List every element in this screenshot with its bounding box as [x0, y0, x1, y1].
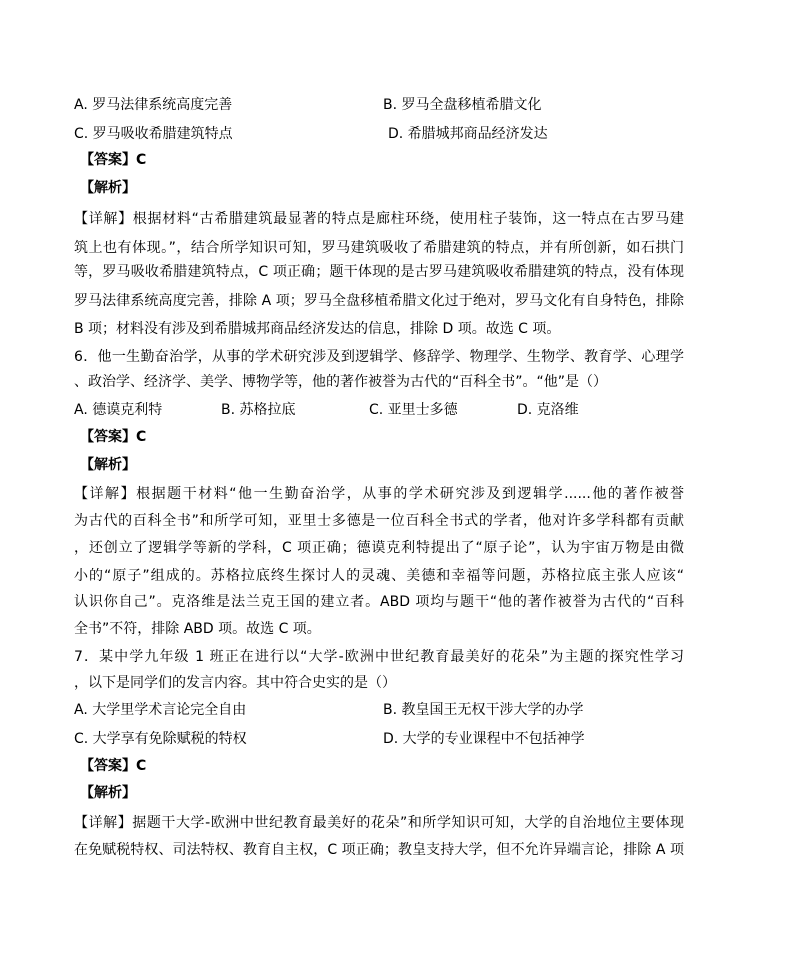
q6-option-b: B. 苏格拉底: [221, 402, 296, 418]
q6-detail-line: 全书”不符，排除 ABD 项。故选 C 项。: [74, 621, 321, 637]
q5-detail-line: 等，罗马吸收希腊建筑特点，C 项正确；题干体现的是古罗马建筑吸收希腊建筑的特点，没有体现: [74, 264, 684, 280]
q6-detail-line: 为古代的百科全书”和所学可知，亚里士多德是一位百科全书式的学者，他对许多学科都有贡献: [74, 513, 684, 529]
q5-option-d: D. 希腊城邦商品经济发达: [388, 126, 548, 142]
q6-detail-line: ，还创立了逻辑学等新的学科，C 项正确；德谟克利特提出了“原子论”，认为宇宙万物是由微: [74, 540, 684, 556]
q7-option-d: D. 大学的专业课程中不包括神学: [383, 731, 585, 747]
q7-option-c: C. 大学享有免除赋税的特权: [74, 731, 247, 747]
q6-detail-line: 小的“原子”组成的。苏格拉底终生探讨人的灵魂、美德和幸福等问题，苏格拉底主张人应该“: [74, 568, 684, 584]
q5-option-a: A. 罗马法律系统高度完善: [74, 97, 233, 113]
q6-option-c: C. 亚里士多德: [369, 402, 458, 418]
q7-stem-line: 7．某中学九年级 1 班正在进行以“大学-欧洲中世纪教育最美好的花朵”为主题的探究性学习: [74, 649, 684, 665]
q6-stem-line: 、政治学、经济学、美学、博物学等，他的著作被誉为古代的“百科全书”。“他”是（）: [74, 374, 608, 390]
q7-detail-line: 【详解】据题干大学-欧洲中世纪教育最美好的花朵”和所学知识可知，大学的自治地位主要体现: [74, 815, 684, 831]
q5-detail-line: B 项；材料没有涉及到希腊城邦商品经济发达的信息，排除 D 项。故选 C 项。: [74, 321, 561, 337]
q5-detail-line: 【详解】根据材料“古希腊建筑最显著的特点是廊柱环绕，使用柱子装饰，这一特点在古罗马建: [74, 211, 684, 227]
q6-stem-line: 6．他一生勤奋治学，从事的学术研究涉及到逻辑学、修辞学、物理学、生物学、教育学、心理学: [74, 349, 684, 365]
q7-detail-line: 在免赋税特权、司法特权、教育自主权，C 项正确；教皇支持大学，但不允许异端言论，排除 A 项: [74, 842, 684, 858]
q5-analysis-label: 【解析】: [80, 180, 136, 196]
q5-option-c: C. 罗马吸收希腊建筑特点: [74, 126, 233, 142]
q6-detail-line: 认识你自己”。克洛维是法兰克王国的建立者。ABD 项均与题干“他的著作被誉为古代的“百科: [74, 594, 684, 610]
q6-analysis-label: 【解析】: [80, 457, 136, 473]
q5-answer: 【答案】C: [80, 152, 147, 168]
q7-stem-line: ，以下是同学们的发言内容。其中符合史实的是（）: [74, 675, 396, 691]
q6-option-d: D. 克洛维: [517, 402, 579, 418]
q6-answer: 【答案】C: [80, 429, 147, 445]
q6-option-a: A. 德谟克利特: [74, 402, 163, 418]
q5-detail-line: 罗马法律系统高度完善，排除 A 项；罗马全盘移植希腊文化过于绝对，罗马文化有自身特色，排除: [74, 293, 684, 309]
q7-option-b: B. 教皇国王无权干涉大学的办学: [383, 702, 584, 718]
q7-analysis-label: 【解析】: [80, 785, 136, 801]
q5-option-b: B. 罗马全盘移植希腊文化: [383, 97, 542, 113]
q7-option-a: A. 大学里学术言论完全自由: [74, 702, 247, 718]
q7-answer: 【答案】C: [80, 758, 147, 774]
q5-detail-line: 筑上也有体现。”，结合所学知识可知，罗马建筑吸收了希腊建筑的特点，并有所创新，如石拱门: [74, 240, 684, 256]
q6-detail-line: 【详解】根据题干材料“他一生勤奋治学，从事的学术研究涉及到逻辑学......他的著作被誉: [74, 486, 684, 502]
